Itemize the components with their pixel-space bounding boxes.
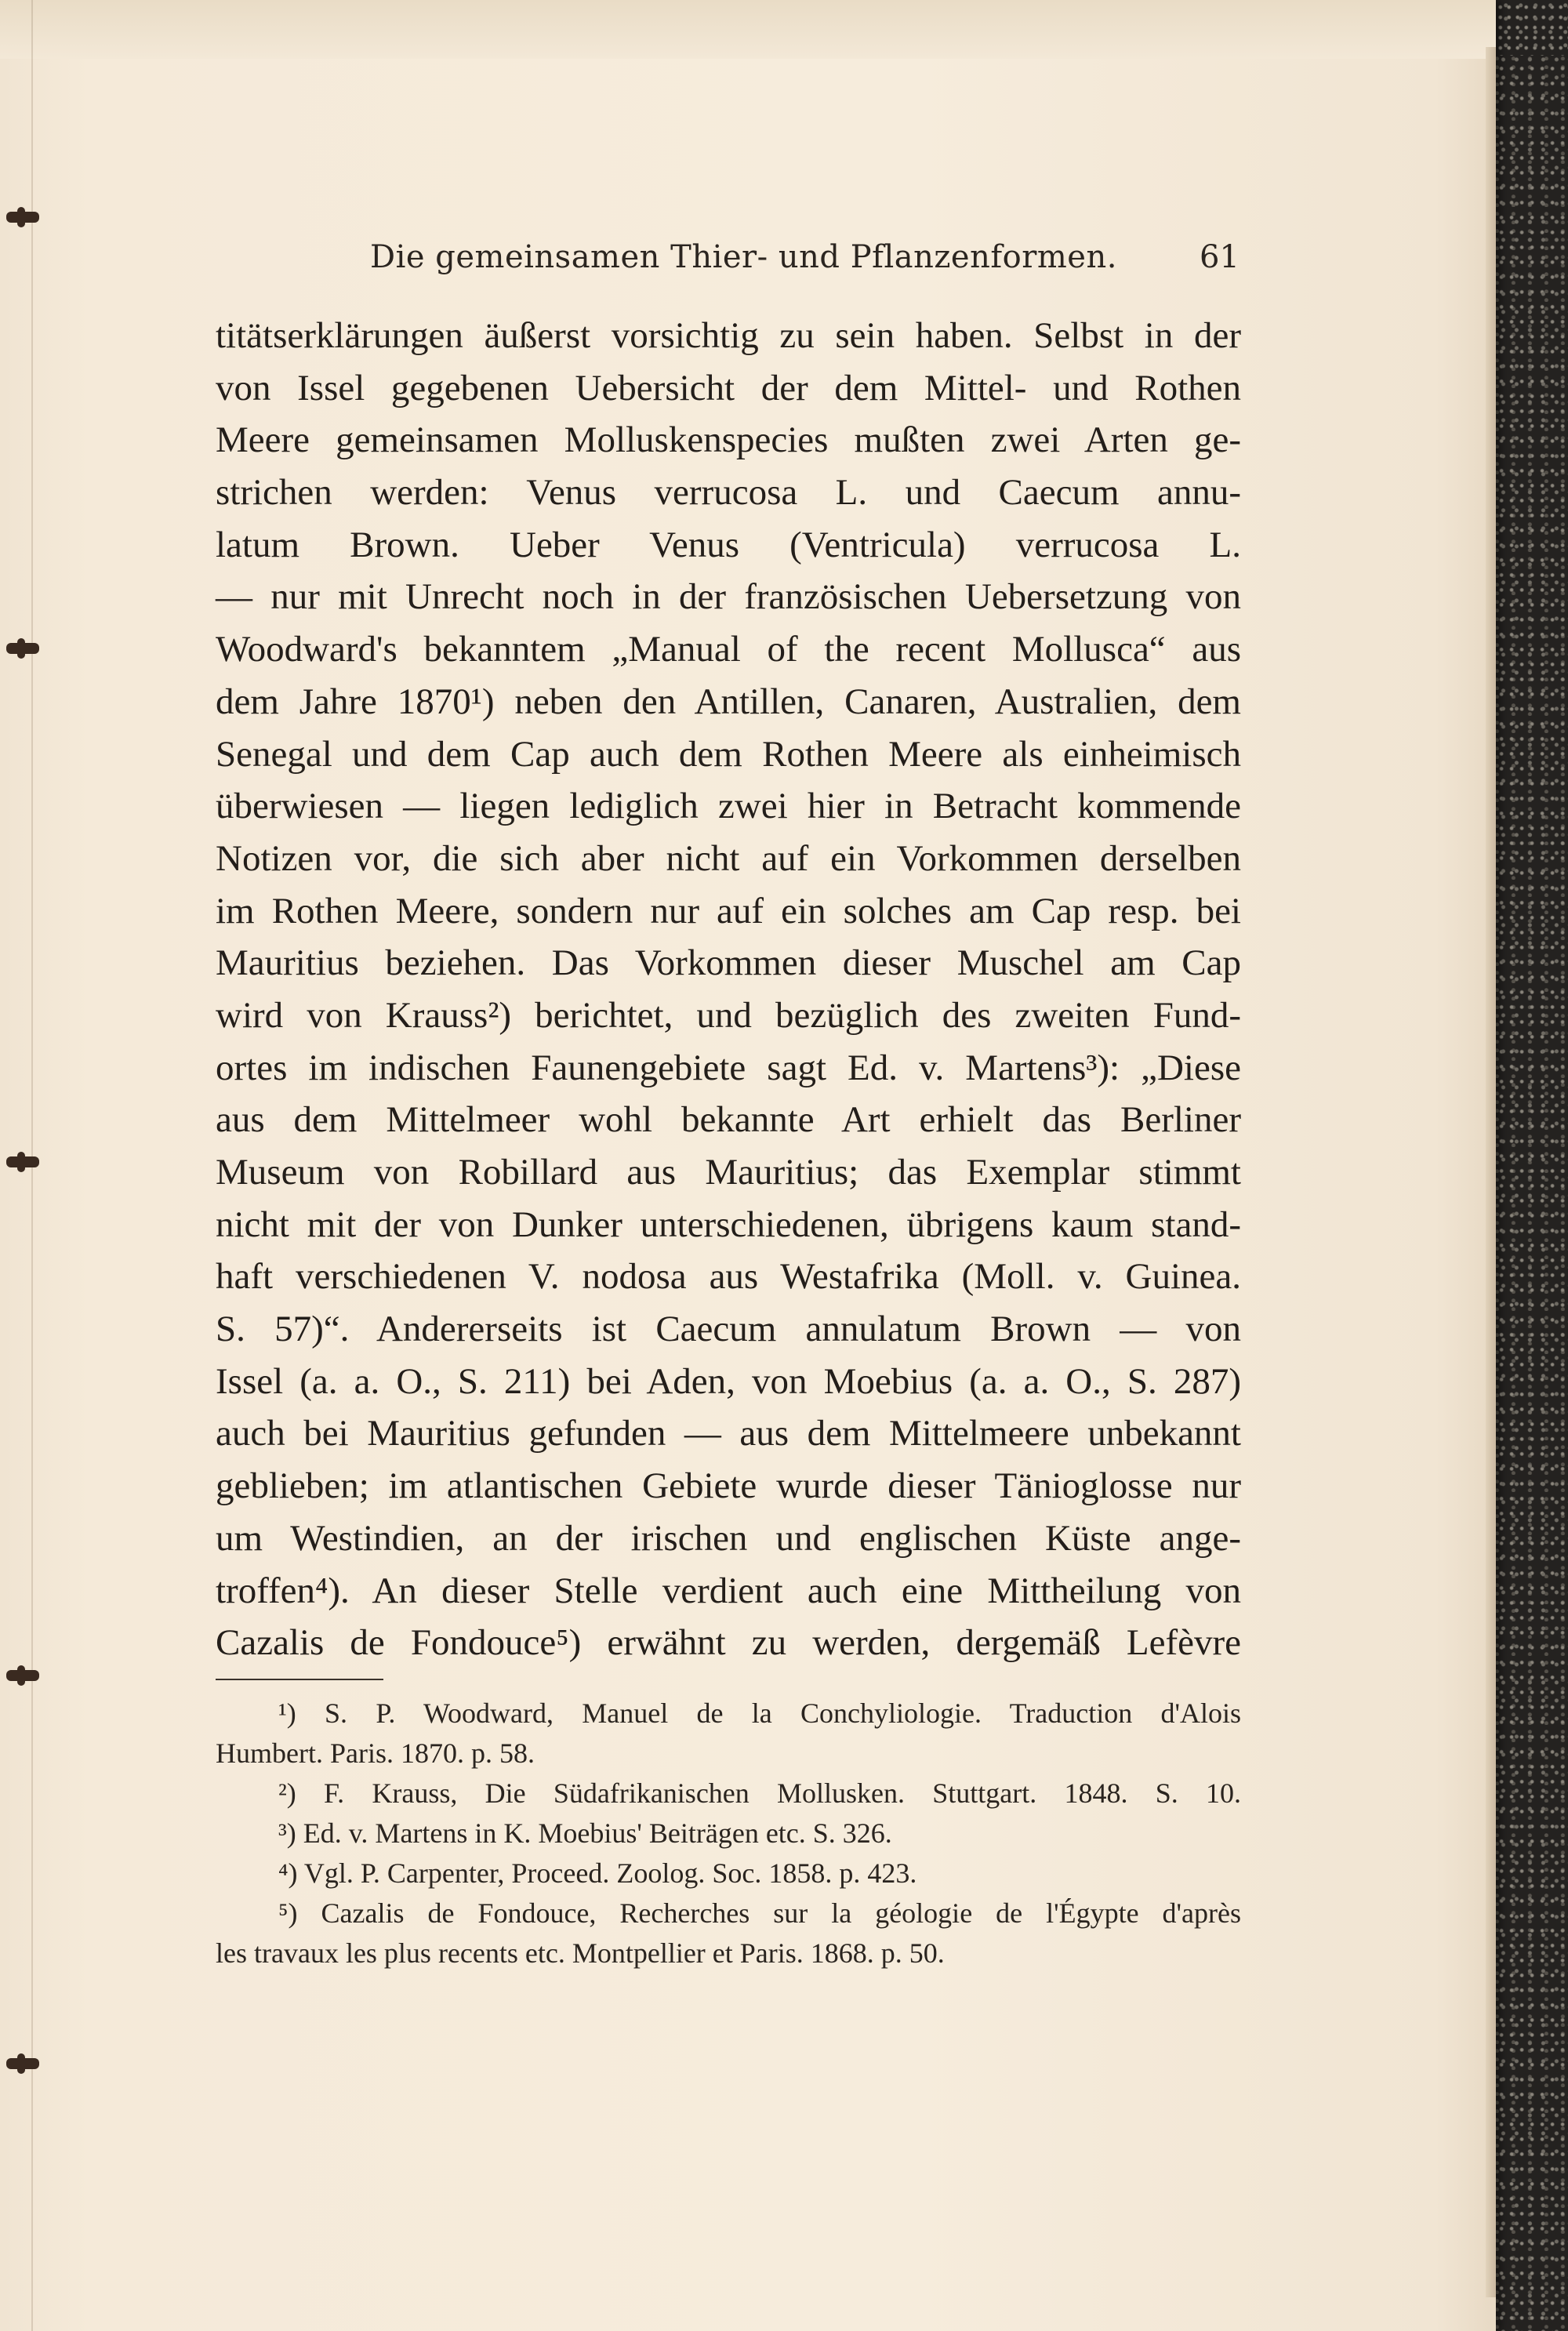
footnote-line: les travaux les plus recents etc. Montpellier et Paris. 1868. p. 50.: [216, 1937, 945, 1969]
text-line: um Westindien, an der irischen und englischen Küste ange-: [216, 1517, 1241, 1559]
text-line: — nur mit Unrecht noch in der französischen Uebersetzung von: [216, 576, 1241, 618]
binding-thread-mark: [6, 1670, 39, 1681]
text-line: Notizen vor, die sich aber nicht auf ein Vorkommen derselben: [216, 837, 1241, 879]
text-line: S. 57)“. Andererseits ist Caecum annulatum Brown — von: [216, 1309, 1241, 1350]
text-line: aus dem Mittelmeer wohl bekannte Art erhielt das Berliner: [216, 1099, 1241, 1141]
footnote-line: ⁴) Vgl. P. Carpenter, Proceed. Zoolog. Soc. 1858. p. 423.: [278, 1857, 917, 1889]
text-line: Mauritius beziehen. Das Vorkommen dieser Muschel am Cap: [216, 942, 1241, 984]
binding-thread-mark: [6, 643, 39, 654]
text-line: titätserklärungen äußerst vorsichtig zu sein haben. Selbst in der: [216, 315, 1241, 356]
footnote-line: ⁵) Cazalis de Fondouce, Recherches sur la géologie de l'Égypte d'après: [278, 1897, 1241, 1929]
text-line: latum Brown. Ueber Venus (Ventricula) verrucosa L.: [216, 524, 1241, 565]
text-line: Cazalis de Fondouce⁵) erwähnt zu werden, dergemäß Lefèvre: [216, 1622, 1241, 1664]
text-line: dem Jahre 1870¹) neben den Antillen, Canaren, Australien, dem: [216, 681, 1241, 722]
footnote-line: Humbert. Paris. 1870. p. 58.: [216, 1737, 535, 1769]
page-number: 61: [1200, 239, 1240, 275]
footnote-line: ³) Ed. v. Martens in K. Moebius' Beiträgen etc. S. 326.: [278, 1817, 892, 1849]
text-line: haft verschiedenen V. nodosa aus Westafrika (Moll. v. Guinea.: [216, 1256, 1241, 1298]
binding-thread-mark: [6, 1156, 39, 1167]
footnote-line: ¹) S. P. Woodward, Manuel de la Conchyliologie. Traduction d'Alois: [278, 1697, 1241, 1729]
text-line: Meere gemeinsamen Molluskenspecies mußten zwei Arten ge-: [216, 419, 1241, 461]
text-line: auch bei Mauritius gefunden — aus dem Mittelmeere unbekannt: [216, 1413, 1241, 1454]
text-line: troffen⁴). An dieser Stelle verdient auch eine Mittheilung von: [216, 1570, 1241, 1611]
body-text: [216, 310, 1241, 1669]
text-line: im Rothen Meere, sondern nur auf ein solches am Cap resp. bei: [216, 890, 1241, 931]
text-line: Museum von Robillard aus Mauritius; das Exemplar stimmt: [216, 1152, 1241, 1193]
text-line: überwiesen — liegen lediglich zwei hier in Betracht kommende: [216, 786, 1241, 827]
page-fore-edge: [1486, 47, 1496, 2297]
footnotes: [216, 1694, 1241, 1973]
binding-thread-mark: [6, 212, 39, 223]
footnote-line: ²) F. Krauss, Die Südafrikanischen Mollusken. Stuttgart. 1848. S. 10.: [278, 1777, 1241, 1809]
text-line: ortes im indischen Faunengebiete sagt Ed. v. Martens³): „Diese: [216, 1047, 1241, 1088]
text-line: Woodward's bekanntem „Manual of the recent Mollusca“ aus: [216, 629, 1241, 670]
text-line: Issel (a. a. O., S. 211) bei Aden, von Moebius (a. a. O., S. 287): [216, 1360, 1241, 1402]
text-line: strichen werden: Venus verrucosa L. und Caecum annu-: [216, 472, 1241, 514]
page-top-edge: [0, 0, 1496, 59]
text-line: wird von Krauss²) berichtet, und bezüglich des zweiten Fund-: [216, 994, 1241, 1036]
binding-thread-mark: [6, 2058, 39, 2069]
running-title: Die gemeinsamen Thier- und Pflanzenformen.: [370, 239, 1117, 275]
text-line: geblieben; im atlantischen Gebiete wurde dieser Tänioglosse nur: [216, 1465, 1241, 1507]
text-line: Senegal und dem Cap auch dem Rothen Meere als einheimisch: [216, 733, 1241, 775]
text-line: von Issel gegebenen Uebersicht der dem Mittel- und Rothen: [216, 367, 1241, 408]
footnote-separator: [216, 1679, 383, 1680]
text-line: nicht mit der von Dunker unterschiedenen, übrigens kaum stand-: [216, 1204, 1241, 1245]
